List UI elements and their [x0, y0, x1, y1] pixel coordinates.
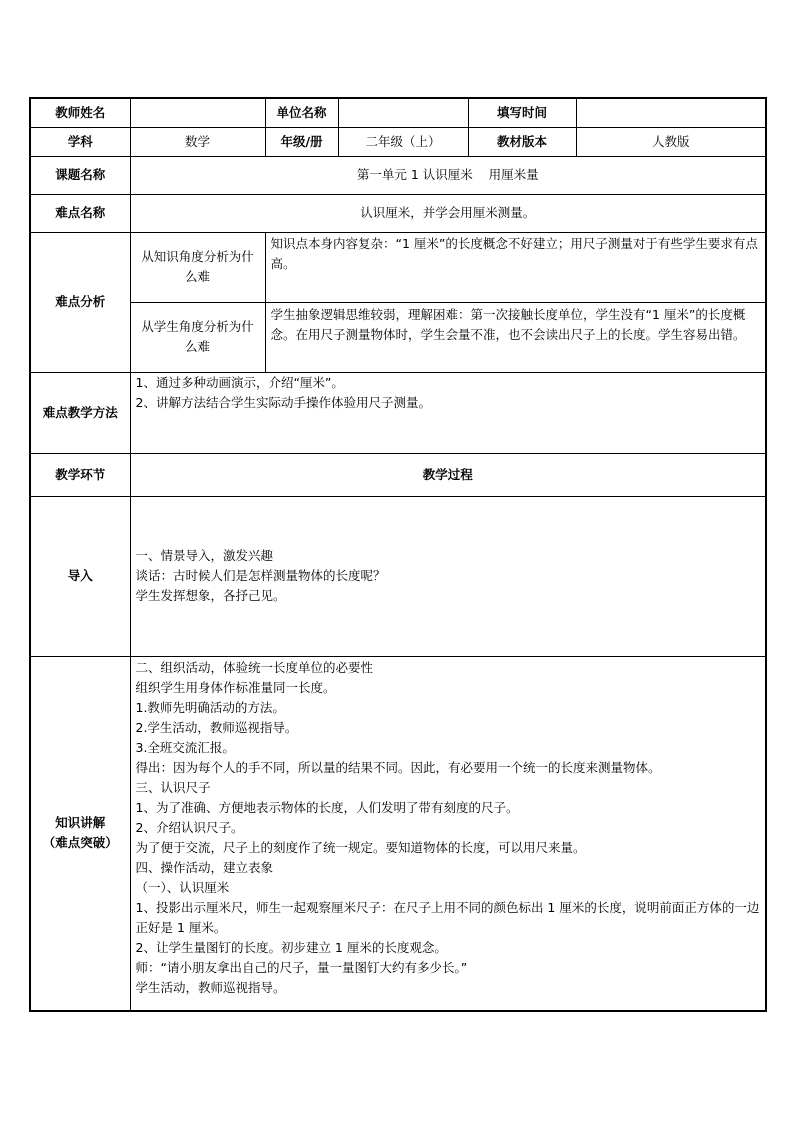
intro-row: [30, 496, 766, 656]
knowledge-line: 得出：因为每个人的手不同，所以量的结果不同。因此，有必要用一个统一的长度来测量物体。: [135, 759, 661, 775]
knowledge-label-line1: 知识讲解: [55, 815, 106, 831]
teacher-name-label: 教师姓名: [30, 98, 130, 127]
knowledge-line: 三、认识尺子: [135, 779, 211, 795]
knowledge-line: 2、介绍认识尺子。: [135, 819, 244, 835]
knowledge-line: 1.教师先明确活动的方法。: [135, 699, 285, 715]
intro-line: 谈话：古时候人们是怎样测量物体的长度呢？: [135, 568, 386, 583]
student-angle-text: 学生抽象逻辑思维较弱，理解困难：第一次接触长度单位，学生没有“1 厘米”的长度概念。在用尺子测量物体时，学生会量不准，也不会读出尺子上的长度。学生容易出错。: [265, 302, 766, 372]
analysis-row-knowledge: [30, 232, 766, 302]
knowledge-line: 组织学生用身体作标准量同一长度。: [135, 679, 336, 695]
knowledge-line: 3.全班交流汇报。: [135, 739, 235, 755]
knowledge-angle-label: 从知识角度分析为什么难: [130, 232, 265, 302]
knowledge-label: [30, 656, 130, 1011]
method-line: 2、讲解方法结合学生实际动手操作体验用尺子测量。: [135, 394, 431, 410]
knowledge-line: 1、投影出示厘米尺，师生一起观察厘米尺子：在尺子上用不同的颜色标出 1 厘米的长度，说明前面正方体的一边正好是 1 厘米。: [135, 899, 760, 935]
process-header-row: [30, 453, 766, 496]
knowledge-line: 2.学生活动，教师巡视指导。: [135, 719, 298, 735]
knowledge-row: [30, 656, 766, 1011]
knowledge-line: 为了便于交流，尺子上的刻度作了统一规定。要知道物体的长度，可以用尺来量。: [135, 839, 586, 855]
subject-label: 学科: [30, 127, 130, 156]
difficulty-name-label: 难点名称: [30, 194, 130, 232]
subject-value: 数学: [130, 127, 265, 156]
lesson-plan-table: [29, 97, 767, 1012]
header-row-2: [30, 127, 766, 156]
difficulty-row: [30, 194, 766, 232]
intro-line: 学生发挥想象，各抒己见。: [135, 588, 286, 603]
process-header: 教学过程: [130, 453, 766, 496]
methods-row: [30, 372, 766, 453]
fill-date-label: 填写时间: [468, 98, 576, 127]
knowledge-line: 四、操作活动，建立表象: [135, 859, 274, 875]
grade-value: 二年级（上）: [338, 127, 468, 156]
difficulty-name-value: 认识厘米，并学会用厘米测量。: [130, 194, 766, 232]
edition-label: 教材版本: [468, 127, 576, 156]
intro-label: 导入: [30, 496, 130, 656]
intro-line: 一、情景导入，激发兴趣: [135, 548, 274, 563]
unit-name-label: 单位名称: [265, 98, 338, 127]
knowledge-line: 师：“请小朋友拿出自己的尺子，量一量图钉大约有多少长。”: [135, 959, 468, 975]
lesson-row: [30, 156, 766, 194]
fill-date-value: [576, 98, 766, 127]
knowledge-line: 1、为了准确、方便地表示物体的长度，人们发明了带有刻度的尺子。: [135, 799, 519, 815]
header-row-1: [30, 98, 766, 127]
difficulty-analysis-label: 难点分析: [30, 232, 130, 372]
intro-content: [130, 496, 766, 656]
teaching-method-label: 难点教学方法: [30, 372, 130, 453]
lesson-title-label: 课题名称: [30, 156, 130, 194]
knowledge-angle-text: 知识点本身内容复杂：“1 厘米”的长度概念不好建立；用尺子测量对于有些学生要求有点高。: [265, 232, 766, 302]
knowledge-line: （一）、认识厘米: [135, 879, 230, 895]
stage-header: 教学环节: [30, 453, 130, 496]
student-angle-label: 从学生角度分析为什么难: [130, 302, 265, 372]
knowledge-content: [130, 656, 766, 1011]
grade-label: 年级/册: [265, 127, 338, 156]
knowledge-line: 2、让学生量图钉的长度。初步建立 1 厘米的长度观念。: [135, 939, 447, 955]
edition-value: 人教版: [576, 127, 766, 156]
unit-name-value: [338, 98, 468, 127]
lesson-title-value: 第一单元 1 认识厘米 用厘米量: [130, 156, 766, 194]
analysis-row-student: [30, 302, 766, 372]
method-line: 1、通过多种动画演示，介绍“厘米”。: [135, 374, 344, 390]
teaching-method-content: [130, 372, 766, 453]
knowledge-label-line2: （难点突破）: [42, 835, 118, 851]
knowledge-line: 学生活动，教师巡视指导。: [135, 979, 286, 995]
knowledge-line: 二、组织活动，体验统一长度单位的必要性: [135, 659, 374, 675]
teacher-name-value: [130, 98, 265, 127]
